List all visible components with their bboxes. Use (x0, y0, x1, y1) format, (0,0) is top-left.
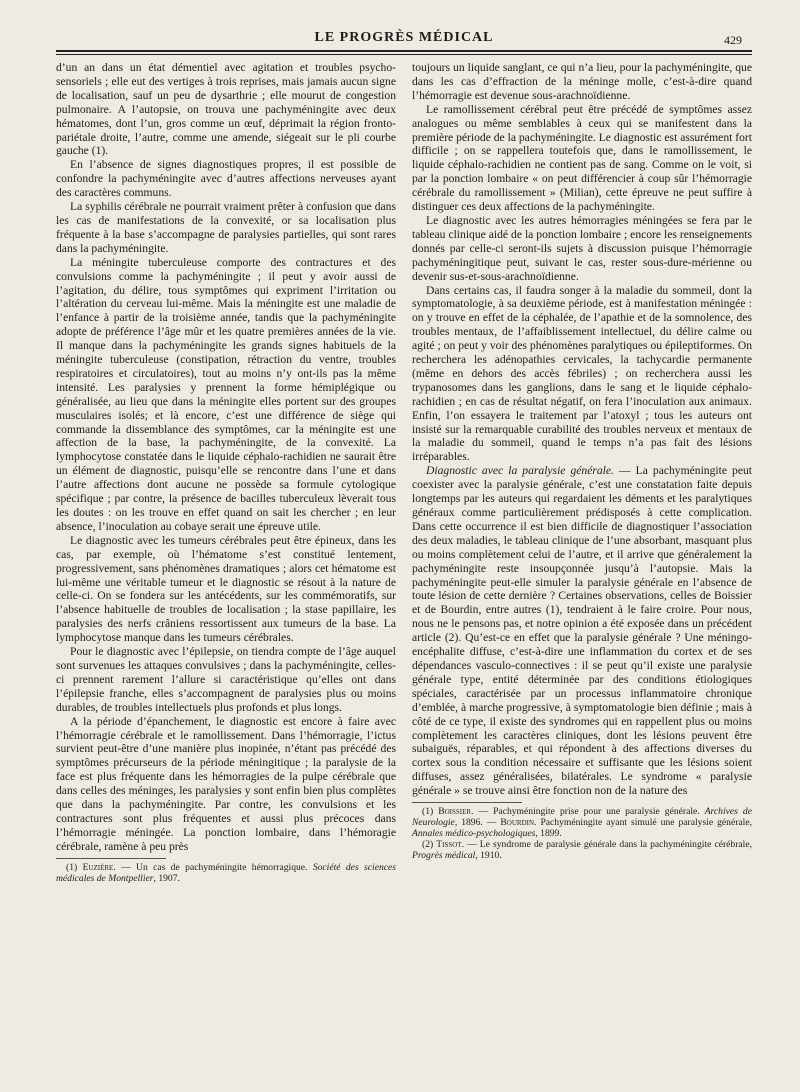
page-number: 429 (724, 33, 742, 47)
footnote-rule (412, 802, 522, 803)
footnote-rule (56, 858, 166, 859)
paragraph: A la période d’épanchement, le diagnostic est encore à faire avec l’hémorragie cérébrale et le ramollissement. Dans l’hémorragie, l’ictus survient peut-être d’une manière plus inopinée, n’étant pas précédé des symptômes précurseurs de la période méningitique ; la paralysie de la face est plus fréquente dans les hémorragies de la pulpe cérébrale que dans celles des méninges, les paralysies y sont enfin bien plus complètes que dans la pachyméningite. Par contre, les convulsions et les contractures sont plus fréquentes et aussi plus précoces dans l’hémorragie méningée. La ponction lombaire, dans l’hémoragie cérébrale, ramène à peu près (56, 714, 396, 853)
footnote: (1) Boissier. — Pachyméningite prise pour une paralysie générale. Archives de Neurologie, 1896. — Bourdin. Pachyméningite ayant simulé une paralysie générale, Annales médico-psychologiques, 1899. (412, 806, 752, 840)
footnotes-left (56, 858, 396, 884)
footnote: (1) Euzière. — Un cas de pachyméningite hémorragique. Société des sciences médicales de Montpellier, 1907. (56, 861, 396, 884)
paragraph: toujours un liquide sanglant, ce qui n’a lieu, pour la pachyméningite, que dans les cas d’effraction de la méninge molle, c’est-à-dire quand l’hémorragie est devenue sous-arachnoïdienne. (412, 61, 752, 102)
paragraph: La syphilis cérébrale ne pourrait vraiment prêter à confusion que dans les cas de manifestations de la convexité, or sa localisation plus fréquente à la base s’accompagne de paralysies partielles, qui sont rares dans la pachyméningite. (56, 200, 396, 255)
paragraph: En l’absence de signes diagnostiques propres, il est possible de confondre la pachyméningite avec d’autres affections nerveuses ayant des caractères communs. (56, 158, 396, 200)
two-column-body (56, 61, 752, 884)
paragraph: La méningite tuberculeuse comporte des contractures et des convulsions comme la pachyméningite ; il peut y avoir aussi de l’agitation, du délire, tous symptômes qui expriment l’irritation ou l’altération du cerveau lui-même. Mais la méningite est une maladie de l’enfance à partir de la troisième année, tandis que la pachyméningite adopte de préférence l’âge mûr et les quatre premières années de la vie. Il manque dans la pachyméningite les grands signes habituels de la méningite tuberculeuse (constipation, rétraction du ventre, troubles respiratoires et circulatoires), tout au moins n’y ont-ils pas la même intensité. Les paralysies y prennent la forme hémiplégique ou généralisée, au lieu que dans la méningite elles portent sur des groupes musculaires isolés; et là encore, c’est une différence de siège qui commande la dissemblance des symptômes, car la méningite est une affection de la base, la pachyméningite, de la convexité. La lymphocytose constatée dans le liquide céphalo-rachidien ne saurait être un élément de diagnostic, puisqu’elle se rencontre dans l’une et dans l’autre affections dont aucune ne possède sa formule cytologique spécifique ; par contre, la présence de bacilles tuberculeux lèverait tous les doutes : on les trouve en effet quand on sait les chercher ; en leur absence, l’inoculation au cobaye serait une épreuve utile. (56, 255, 396, 533)
left-column (56, 61, 396, 884)
paragraph: Le diagnostic avec les tumeurs cérébrales peut être épineux, dans les cas, par exemple, où l’hématome s’est constitué lentement, progressivement, sans phénomènes dramatiques ; alors cet hématome est lui-même une véritable tumeur et le diagnostic se résout à la nature de celle-ci. On se fondera sur les antécédents, sur les commémoratifs, sur l’absence habituelle de troubles de localisation ; la stase papillaire, les paralysies des nerfs crâniens ressortissent aux tumeurs de la base. La lymphocytose manque dans les tumeurs cérébrales. (56, 533, 396, 645)
paragraph: d’un an dans un état démentiel avec agitation et troubles psycho-sensoriels ; elle eut des vertiges à trois reprises, mais jamais aucun signe de localisation, sauf un peu de dysarthrie ; elle mourut de congestion pulmonaire. A l’autopsie, on trouva une pachyméningite avec deux hématomes, dont l’un, gros comme un œuf, déprimait la région fronto-pariétale droite, l’autre, comme une amende, siégeait sur le pli courbe gauche (1). (56, 61, 396, 158)
paragraph-general-paralysis: Diagnostic avec la paralysie générale. — La pachyméningite peut coexister avec la paralysie générale, c’est une constatation faite depuis longtemps par les auteurs qui regardaient les déments et les paralytiques généraux comme particulièrement prédisposés à cette complication. Dans cette occurrence il est bien difficile de diagnostiquer l’association des deux maladies, le tableau clinique de l’une absorbant, masquant plus ou moins complètement celui de l’autre, et il arrive que généralement la pachyméningite reste insoupçonnée jusqu’à l’autopsie. Mais la pachyméningite peut-elle simuler la paralysie générale en l’absence de toute lésion de cette dernière ? Certaines observations, celles de Boissier et de Bourdin, entre autres (1), tendraient à le faire croire. Pour nous, nous ne le pensons pas, et notre opinion a été exposée dans un précédent article (2). Qu’est-ce en effet que la paralysie générale ? Une méningo-encéphalite diffuse, c’est-à-dire une inflammation du cortex et de ses dépendances vasculo-connectives : il se peut qu’il existe une paralysie générale type, entité déterminée par des conditions étiologiques spéciales, caractérisée par un processus inflammatoire chronique d’emblée, à marche progressive, à symptomatologie bien définie ; mais à côté de ce type, il existe des syndromes qui en rappellent plus ou moins complètement les caractères cliniques, dont les lésions peuvent être subaiguës, réparables, et qui répondent à des affections diverses du cortex sous la condition nécessaire et suffisante que les lésions soient diffuses, assez généralisées, bilatérales. Le syndrome « paralysie générale » se trouve ainsi être fonction non de la nature des (412, 464, 752, 798)
paragraph: Pour le diagnostic avec l’épilepsie, on tiendra compte de l’âge auquel sont survenues les attaques convulsives ; dans la pachyméningite, celles-ci prennent rarement l’allure si caractéristique qu’elles ont dans l’épilepsie franche, elles s’accompagnent de paralysies plus ou moins durables, de troubles intellectuels plus profonds et plus longs. (56, 645, 396, 714)
section-lead: Diagnostic avec la paralysie générale. (426, 464, 614, 478)
paragraph: Le ramollissement cérébral peut être précédé de symptômes assez analogues ou même semblables à ceux qui se manifestent dans la première période de la pachyméningite. Le diagnostic est assurément fort difficile ; on se rappellera toutefois que, dans le ramollissement, le liquide céphalo-rachidien ne contient pas de sang. Comme on le voit, si par la ponction lombaire « on peut différencier à coup sûr l’hémorragie cérébrale du ramollissement » (Milian), cette épreuve ne peut suffire à distinguer ces deux affections de la pachyméningite. (412, 102, 752, 214)
journal-title: LE PROGRÈS MÉDICAL (314, 30, 494, 45)
header-rule (56, 50, 752, 55)
paragraph: Dans certains cas, il faudra songer à la maladie du sommeil, dont la symptomatologie, à sa deuxième période, est à manifestation méningée : on y trouve en effet de la céphalée, de l’apathie et de la somnolence, des troubles mentaux, de l’affaiblissement intellectuel, du délire calme ou agité ; on peut y voir des phénomènes paralytiques ou épileptiformes. On recherchera les adénopathies cervicales, la tachycardie permanente (même en dehors des accès fébriles) ; on recherchera aussi les trypanosomes dans les ganglions, dans le sang et le liquide céphalo-rachidien ; en cas de résultat négatif, on fera l’inoculation aux animaux. Enfin, l’on essayera le traitement par l’atoxyl ; tous les auteurs ont insisté sur la remarquable curabilité des troubles nerveux et mentaux de la maladie du sommeil, quand le temps n’a pas fait des lésions irréparables. (412, 283, 752, 464)
footnote: (2) Tissot. — Le syndrome de paralysie générale dans la pachyméningite cérébrale, Progrès médical, 1910. (412, 839, 753, 862)
right-column (412, 61, 752, 884)
paragraph: Le diagnostic avec les autres hémorragies méningées se fera par le tableau clinique aidé de la ponction lombaire ; encore les renseignements donnés par celle-ci seront-ils sujets à discussion puisque l’hémorragie pachyméningitique peut, suivant le cas, rester sous-dure-mérienne ou devenir sus-et-sous-arachnoïdienne. (412, 213, 752, 283)
running-head (56, 30, 752, 50)
footnotes-right (412, 802, 752, 861)
